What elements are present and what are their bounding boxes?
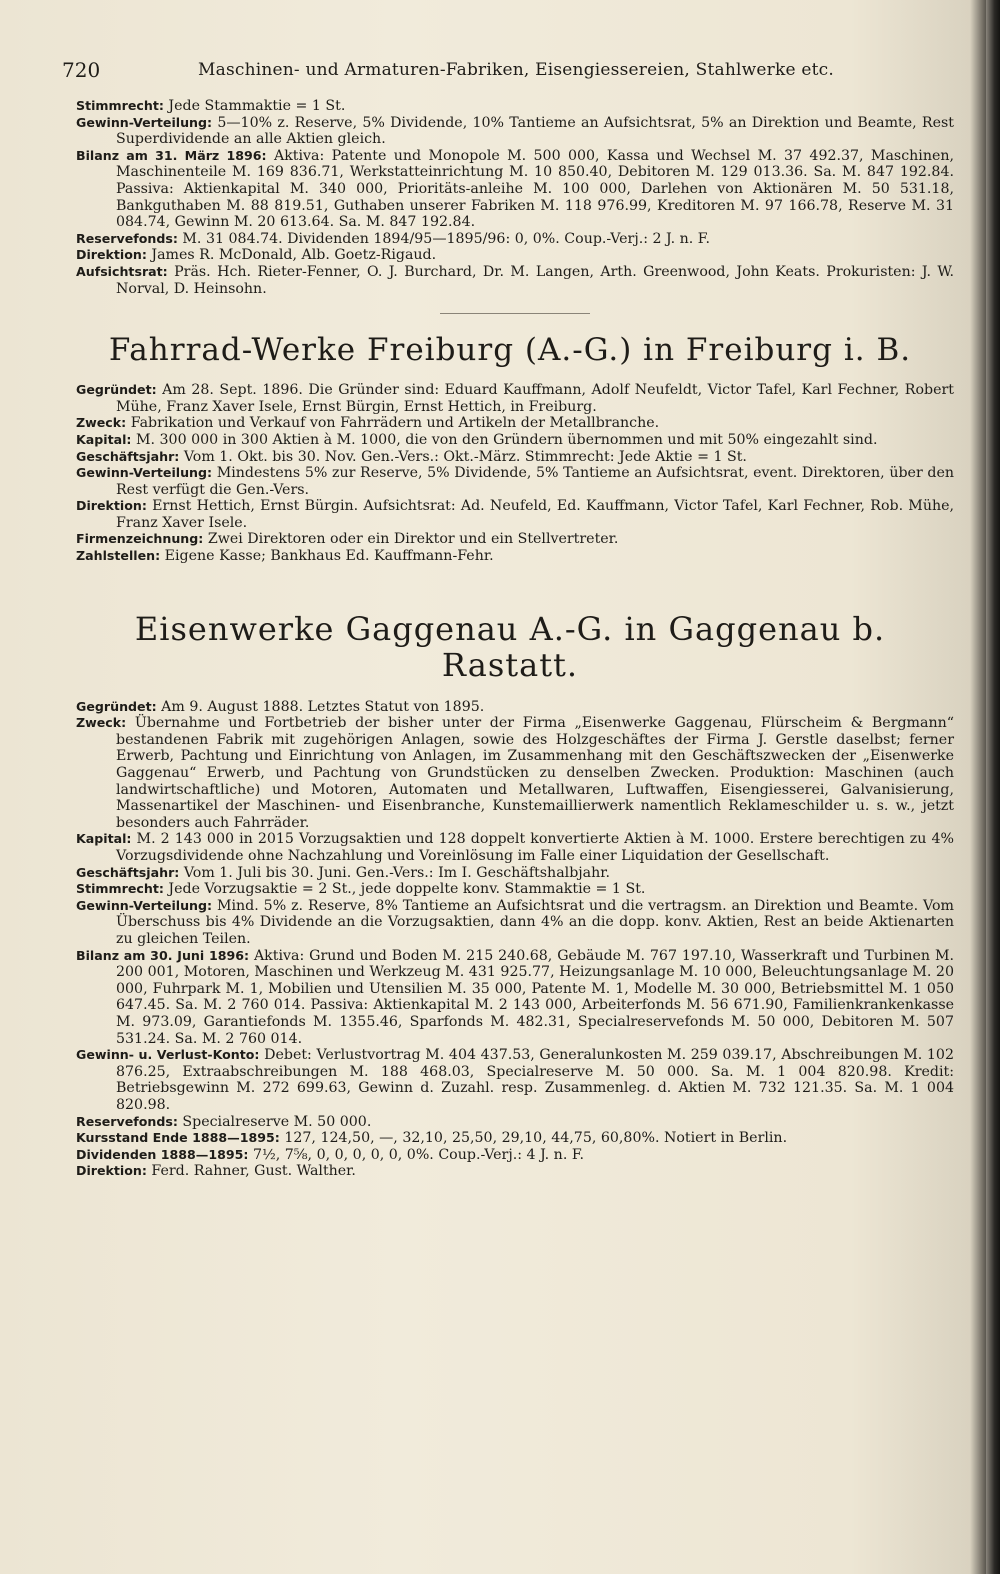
entry-text: Aktiva: Grund und Boden M. 215 240.68, Gebäude M. 767 197.10, Wasserkraft und Turbinen M. 200 001, Motoren, Maschinen und Werkzeug M. 431 925.77, Heizungsanlage M. 10 000, Beleuchtungsanlage M. 20 000, Fuhrpark M. 1, Mobilien und Utensilien M. 35 000, Patente M. 1, Modelle M. 30 000, Betriebsmittel M. 1 050 647.45. Sa. M. 2 760 014. Passiva: Aktienkapital M. 2 143 000, Arbeiterfonds M. 56 671.90, Familienkrankenkasse M. 973.09, Garantiefonds M. 1355.46, Sparfonds M. 482.31, Specialreservefonds M. 50 000, Debitoren M. 507 531.24. Sa. M. 2 760 014. <box>116 947 954 1047</box>
entry-gewinn-verteilung <box>76 115 954 148</box>
entry-text: Am 9. August 1888. Letztes Statut von 1895. <box>156 698 485 715</box>
entry-key: Aufsichtsrat: <box>76 263 168 279</box>
entry-text: Debet: Verlustvortrag M. 404 437.53, Generalunkosten M. 259 039.17, Abschreibungen M. 102 876.25, Extraabschreibungen M. 188 468.03, Specialreserve M. 50 000. Sa. M. 1 004 820.98. Kredit: Betriebsgewinn M. 272 699.63, Gewinn d. Zuzahl. resp. Zusammenleg. d. Aktien M. 732 121.35. Sa. M. 1 004 820.98. <box>116 1047 954 1113</box>
page-content <box>76 96 954 1180</box>
entry-gewinn-verteilung <box>76 898 954 948</box>
entry-direktion <box>76 498 954 531</box>
entry-direktion <box>76 1163 954 1180</box>
entry-key: Gegründet: <box>76 698 157 714</box>
entry-text: Am 28. Sept. 1896. Die Gründer sind: Eduard Kauffmann, Adolf Neufeldt, Victor Tafel, Karl Fechner, Robert Mühe, Franz Xaver Isele, Ernst Bürgin, Ernst Hettich, in Freiburg. <box>116 382 954 415</box>
entry-bilanz <box>76 948 954 1048</box>
entry-aufsichtsrat <box>76 264 954 297</box>
entry-key: Gewinn-Verteilung: <box>76 114 213 130</box>
entry-key: Geschäftsjahr: <box>76 864 180 880</box>
entry-text: 5—10% z. Reserve, 5% Dividende, 10% Tantieme an Aufsichtsrat, 5% an Direktion und Beamte, Rest Superdividende an alle Aktien gleich. <box>116 114 954 148</box>
entry-text: M. 31 084.74. Dividenden 1894/95—1895/96: 0, 0%. Coup.-Verj.: 2 J. n. F. <box>177 230 710 247</box>
entry-gewinn-verteilung <box>76 465 954 498</box>
entry-text: Ferd. Rahner, Gust. Walther. <box>146 1163 356 1180</box>
entry-text: M. 2 143 000 in 2015 Vorzugsaktien und 128 doppelt konvertierte Aktien à M. 1000. Erstere berechtigen zu 4% Vorzugsdividende ohne Nachzahlung und Voreinlösung im Falle einer Liquidation der Gesellschaft. <box>116 831 954 864</box>
entry-kapital <box>76 432 954 449</box>
book-binding-shadow <box>986 0 1000 1574</box>
entry-key: Zweck: <box>76 415 127 431</box>
entry-key: Gewinn-Verteilung: <box>76 465 213 481</box>
entry-text: 7½, 7⅝, 0, 0, 0, 0, 0, 0%. Coup.-Verj.: 4 J. n. F. <box>248 1146 584 1163</box>
entry-text: M. 300 000 in 300 Aktien à M. 1000, die von den Gründern übernommen und mit 50% eingezahlt sind. <box>131 431 878 448</box>
entry-key: Direktion: <box>76 247 147 263</box>
entry-key: Firmenzeichnung: <box>76 531 204 547</box>
entry-key: Gewinn- u. Verlust-Konto: <box>76 1047 260 1063</box>
entry-geschaeftsjahr <box>76 449 954 466</box>
entry-text: Jede Vorzugsaktie = 2 St., jede doppelte konv. Stammaktie = 1 St. <box>163 881 646 898</box>
entry-text: Ernst Hettich, Ernst Bürgin. Aufsichtsrat: Ad. Neufeld, Ed. Kauffmann, Victor Tafel, Karl Fechner, Rob. Mühe, Franz Xaver Isele. <box>116 498 954 531</box>
entry-zweck <box>76 415 954 432</box>
entry-reservefonds <box>76 1114 954 1131</box>
entry-key: Zweck: <box>76 715 127 731</box>
entry-text: Specialreserve M. 50 000. <box>177 1113 372 1130</box>
entry-text: Aktiva: Patente und Monopole M. 500 000, Kassa und Wechsel M. 37 492.37, Maschinen, Maschinenteile M. 169 836.71, Werkstatteinrichtung M. 10 850.40, Debitoren M. 129 013.36. Sa. M. 847 192.84. Passiva: Aktienkapital M. 340 000, Prioritäts-anleihe M. 100 000, Darlehen von Aktionären M. 50 531.18, Bankguthaben M. 88 819.51, Guthaben unserer Fabriken M. 118 976.99, Kreditoren M. 97 166.78, Reserve M. 31 084.74, Gewinn M. 20 613.64. Sa. M. 847 192.84. <box>116 147 955 231</box>
entry-bilanz <box>76 148 954 231</box>
page-header <box>62 58 922 88</box>
entry-text: Präs. Hch. Rieter-Fenner, O. J. Burchard, Dr. M. Langen, Arth. Greenwood, John Keats. Prokuristen: J. W. Norval, D. Heinsohn. <box>116 263 954 297</box>
entry-kapital <box>76 831 954 864</box>
entry-key: Direktion: <box>76 498 147 514</box>
entry-text: Mindestens 5% zur Reserve, 5% Dividende, 5% Tantieme an Aufsichtsrat, event. Direktoren, über den Rest verfügt die Gen.-Vers. <box>116 465 954 498</box>
entry-reservefonds <box>76 231 954 248</box>
entry-text: Vom 1. Okt. bis 30. Nov. Gen.-Vers.: Okt.-März. Stimmrecht: Jede Aktie = 1 St. <box>179 448 747 465</box>
entry-key: Zahlstellen: <box>76 548 161 564</box>
company-title: Fahrrad-Werke Freiburg (A.-G.) in Freiburg i. B. <box>108 332 912 369</box>
entry-stimmrecht <box>76 881 954 898</box>
entry-dividenden <box>76 1147 954 1164</box>
entry-gewinn-verlust-konto <box>76 1047 954 1113</box>
entry-text: Übernahme und Fortbetrieb der bisher unter der Firma „Eisenwerke Gaggenau, Flürscheim & Bergmann“ bestandenen Fabrik mit zugehörigen Anlagen, sowie des Holzgeschäftes der Firma J. Gerstle daselbst; ferner Erwerb, Pachtung und Einrichtung von Anlagen, im Zusammenhang mit den Geschäftszwecken der „Eisenwerke Gaggenau“ Erwerb, und Pachtung von Grundstücken zu denselben Zwecken. Produktion: Maschinen (auch landwirtschaftliche) und Motoren, Automaten und Metallwaren, Luftwaffen, Eisengiesserei, Galvanisierung, Massenartikel der Maschinen- und Eisenbranche, Kunstemaillierwerk namentlich Reklameschilder u. s. w., jetzt besonders auch Fahrräder. <box>116 715 954 831</box>
entry-key: Stimmrecht: <box>76 881 164 897</box>
section-divider <box>440 313 590 314</box>
entry-key: Kapital: <box>76 831 132 847</box>
entry-key: Dividenden 1888—1895: <box>76 1146 249 1162</box>
entry-text: Fabrikation und Verkauf von Fahrrädern und Artikeln der Metallbranche. <box>126 415 660 432</box>
entry-key: Direktion: <box>76 1163 147 1179</box>
entry-text: Zwei Direktoren oder ein Direktor und ein Stellvertreter. <box>203 531 619 548</box>
entry-kursstand <box>76 1130 954 1147</box>
entry-text: James R. McDonald, Alb. Goetz-Rigaud. <box>146 247 437 264</box>
company-title: Eisenwerke Gaggenau A.-G. in Gaggenau b. Rastatt. <box>134 609 886 684</box>
entry-text: Jede Stammaktie = 1 St. <box>163 98 346 114</box>
entry-zweck <box>76 715 954 831</box>
entry-key: Geschäftsjahr: <box>76 448 180 464</box>
entry-direktion <box>76 247 954 264</box>
entry-key: Bilanz am 31. März 1896: <box>76 147 267 163</box>
entry-text: Vom 1. Juli bis 30. Juni. Gen.-Vers.: Im I. Geschäftshalbjahr. <box>179 864 610 881</box>
entry-key: Reservefonds: <box>76 1113 178 1129</box>
entry-key: Bilanz am 30. Juni 1896: <box>76 947 250 963</box>
entry-text: 127, 124,50, —, 32,10, 25,50, 29,10, 44,75, 60,80%. Notiert in Berlin. <box>279 1130 788 1147</box>
running-title: Maschinen- und Armaturen-Fabriken, Eisengiessereien, Stahlwerke etc. <box>198 60 834 80</box>
entry-key: Gegründet: <box>76 382 157 398</box>
entry-key: Reservefonds: <box>76 230 178 246</box>
entry-stimmrecht <box>76 98 954 115</box>
entry-key: Kapital: <box>76 431 132 447</box>
entry-text: Eigene Kasse; Bankhaus Ed. Kauffmann-Fehr. <box>160 548 494 565</box>
entry-firmenzeichnung <box>76 531 954 548</box>
entry-gegruendet <box>76 382 954 415</box>
entry-key: Kursstand Ende 1888—1895: <box>76 1130 280 1146</box>
entry-text: Mind. 5% z. Reserve, 8% Tantieme an Aufsichtsrat und die vertragsm. an Direktion und Beamte. Vom Überschuss bis 4% Dividende an die Vorzugsaktien, dann 4% an die dopp. konv. Aktien, Rest an beide Aktienarten zu gleichen Teilen. <box>116 897 954 947</box>
entry-key: Gewinn-Verteilung: <box>76 897 213 913</box>
entry-zahlstellen <box>76 548 954 565</box>
entry-key: Stimmrecht: <box>76 98 164 113</box>
page-number: 720 <box>62 58 101 82</box>
entry-gegruendet <box>76 699 954 716</box>
entry-geschaeftsjahr <box>76 865 954 882</box>
